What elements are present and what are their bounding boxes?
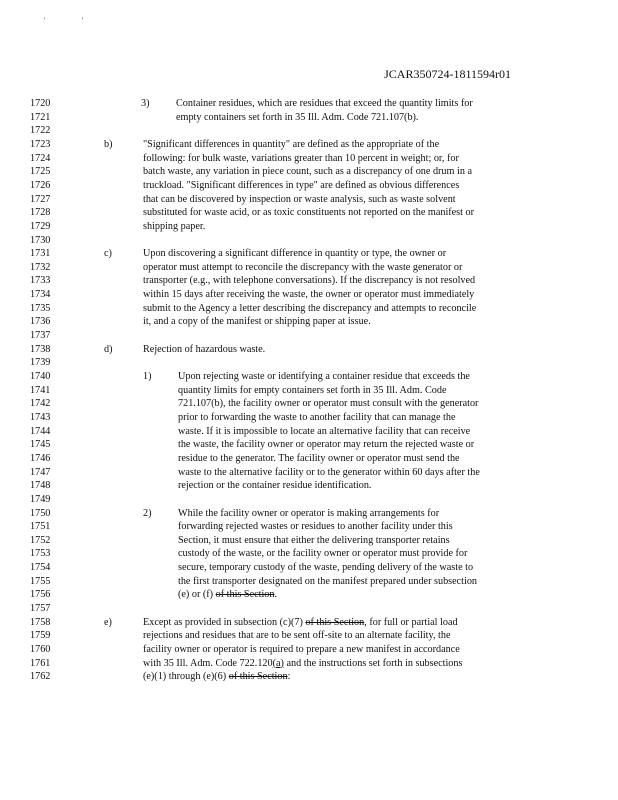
- line-number: 1723: [30, 138, 51, 150]
- text-segment: Container residues, which are residues that exceed the quantity limits for: [176, 98, 473, 109]
- line-text: [176, 111, 418, 125]
- text-line: [0, 247, 618, 261]
- line-text: [143, 138, 439, 152]
- text-segment: quantity limits for empty containers set forth in 35 Ill. Adm. Code: [178, 384, 447, 396]
- text-line: [0, 234, 618, 248]
- text-segment: submit to the Agency a letter describing the discrepancy and attempts to reconcile: [143, 302, 477, 314]
- line-number: 1755: [30, 575, 51, 587]
- line-number: 1728: [30, 207, 51, 219]
- text-line: [0, 616, 618, 630]
- text-line: [0, 397, 618, 411]
- line-number: 1759: [30, 630, 51, 642]
- line-number: 1749: [30, 493, 51, 505]
- text-line: [0, 138, 618, 152]
- line-text: [143, 165, 472, 179]
- text-segment: custody of the waste, or the facility owner or operator must provide for: [178, 548, 468, 560]
- text-line: [0, 356, 618, 370]
- text-line: [0, 479, 618, 493]
- line-text: [178, 588, 277, 602]
- line-number: 1743: [30, 411, 51, 423]
- text-segment: that can be discovered by inspection or waste analysis, such as waste solvent: [143, 193, 456, 205]
- line-number: 1724: [30, 152, 51, 164]
- text-segment: While the facility owner or operator is making arrangements for: [178, 507, 440, 519]
- text-segment: facility owner or operator is required to prepare a new manifest in accordance: [143, 644, 460, 655]
- text-segment: with 35 Ill. Adm. Code 722.120: [143, 657, 273, 669]
- line-number: 1744: [30, 425, 51, 437]
- text-line: [0, 411, 618, 425]
- line-number: 1756: [30, 589, 51, 601]
- text-segment: transporter (e.g., with telephone conversations). If the discrepancy is not resolved: [143, 275, 476, 287]
- line-number: 1740: [30, 371, 51, 382]
- text-segment: , for full or partial load: [364, 616, 458, 628]
- text-segment: truckload. "Significant differences in type" are defined as obvious differences: [143, 179, 460, 191]
- text-line: [0, 343, 618, 357]
- line-number: 1752: [30, 534, 51, 546]
- line-number: 1737: [30, 330, 51, 342]
- text-segment: the waste, the facility owner or operator may return the rejected waste or: [178, 439, 475, 451]
- line-text: [178, 370, 470, 384]
- line-text: [178, 575, 477, 589]
- line-number: 1754: [30, 562, 51, 574]
- line-number: 1733: [30, 275, 51, 287]
- line-text: [178, 425, 470, 439]
- line-number: 1720: [30, 98, 51, 109]
- text-line: [0, 152, 618, 166]
- line-text: [143, 220, 205, 234]
- line-text: [143, 247, 446, 261]
- line-text: [143, 152, 459, 166]
- text-line: [0, 220, 618, 234]
- line-number: 1745: [30, 439, 51, 451]
- text-segment: forwarding rejected wastes or residues to another facility under this: [178, 521, 453, 533]
- text-segment: batch waste, any variation in piece count, such as a discrepancy of one drum in a: [143, 166, 472, 178]
- line-number: 1757: [30, 603, 51, 615]
- text-line: [0, 97, 618, 111]
- text-segment: operator must attempt to reconcile the discrepancy with the waste generator or: [143, 261, 463, 273]
- line-number: 1753: [30, 548, 51, 560]
- text-line: [0, 111, 618, 125]
- line-number: 1741: [30, 384, 51, 396]
- inserted-text: (a): [272, 657, 284, 669]
- text-segment: following: for bulk waste, variations greater than 10 percent in weight; or, for: [143, 152, 459, 164]
- text-segment: 721.107(b), the facility owner or operator must consult with the generator: [178, 398, 479, 410]
- text-line: [0, 657, 618, 671]
- line-text: [143, 288, 474, 302]
- text-line: [0, 315, 618, 329]
- text-line: [0, 124, 618, 138]
- line-text: [143, 206, 474, 220]
- text-line: [0, 370, 618, 384]
- text-line: [0, 329, 618, 343]
- text-line: [0, 507, 618, 521]
- text-line: [0, 588, 618, 602]
- line-number: 1730: [30, 234, 51, 246]
- line-number: 1736: [30, 316, 51, 328]
- text-line: [0, 302, 618, 316]
- line-text: [143, 616, 458, 630]
- line-number: 1751: [30, 521, 51, 533]
- line-number: 1747: [30, 466, 51, 478]
- text-line: [0, 493, 618, 507]
- line-number: 1735: [30, 302, 51, 314]
- line-text: [143, 343, 265, 357]
- text-line: [0, 274, 618, 288]
- line-text: [178, 411, 456, 425]
- text-line: [0, 179, 618, 193]
- text-segment: residue to the generator. The facility owner or operator must send the: [178, 452, 460, 464]
- text-line: [0, 670, 618, 684]
- text-segment: within 15 days after receiving the waste, the owner or operator must immediately: [143, 289, 475, 301]
- line-number: 1738: [30, 343, 51, 355]
- line-number: 1748: [30, 480, 51, 492]
- text-segment: (e) or (f): [178, 589, 216, 601]
- scan-mark: ': [82, 16, 84, 25]
- text-line: [0, 643, 618, 657]
- line-text: [178, 397, 478, 411]
- line-text: [178, 561, 473, 575]
- line-text: [178, 466, 480, 480]
- text-line: [0, 602, 618, 616]
- subsection-label: 1): [143, 371, 152, 382]
- line-number: 1729: [30, 220, 51, 232]
- text-segment: Except as provided in subsection (c)(7): [143, 616, 306, 628]
- text-segment: the first transporter designated on the manifest prepared under subsection: [178, 575, 478, 587]
- line-text: [176, 97, 473, 111]
- text-line: [0, 288, 618, 302]
- subsection-label: e): [104, 616, 112, 628]
- line-number: 1761: [30, 657, 51, 669]
- text-segment: waste to the alternative facility or to the generator within 60 days after the: [178, 466, 480, 478]
- line-number: 1727: [30, 193, 51, 205]
- line-number: 1762: [30, 671, 51, 683]
- line-number: 1732: [30, 261, 51, 273]
- deleted-text: of this Section: [305, 616, 365, 628]
- text-segment: rejections and residues that are to be sent off-site to an alternate facility, the: [143, 630, 451, 642]
- line-text: [178, 507, 439, 521]
- line-number: 1739: [30, 357, 51, 369]
- line-number: 1750: [30, 507, 51, 519]
- subsection-label: c): [104, 248, 112, 260]
- scan-marks: [44, 16, 118, 25]
- line-text: [143, 274, 475, 288]
- text-line: [0, 561, 618, 575]
- line-number: 1742: [30, 398, 51, 410]
- line-number: 1721: [30, 111, 51, 123]
- line-text: [178, 384, 447, 398]
- text-segment: Upon rejecting waste or identifying a container residue that exceeds the: [178, 371, 470, 382]
- line-text: [178, 452, 460, 466]
- line-number: 1734: [30, 289, 51, 301]
- text-line: [0, 520, 618, 534]
- text-segment: shipping paper.: [143, 220, 206, 232]
- text-segment: empty containers set forth in 35 Ill. Adm. Code 721.107(b).: [176, 111, 419, 123]
- subsection-label: d): [104, 343, 113, 355]
- line-text: [143, 261, 462, 275]
- subsection-label: 2): [143, 507, 152, 519]
- text-segment: Rejection of hazardous waste.: [143, 343, 266, 355]
- scan-mark: ': [44, 16, 46, 25]
- line-text: [143, 193, 456, 207]
- line-text: [143, 179, 459, 193]
- deleted-text: of this Section: [215, 589, 275, 601]
- line-text: [143, 302, 476, 316]
- line-text: [143, 657, 462, 671]
- text-segment: it, and a copy of the manifest or shipping paper at issue.: [143, 316, 371, 328]
- line-text: [143, 315, 371, 329]
- text-line: [0, 629, 618, 643]
- document-id: JCAR350724-1811594r01: [384, 67, 511, 81]
- line-number: 1760: [30, 644, 51, 655]
- text-line: [0, 261, 618, 275]
- text-segment: :: [287, 671, 291, 683]
- text-segment: "Significant differences in quantity" are defined as the appropriate of the: [143, 138, 440, 150]
- text-segment: substituted for waste acid, or as toxic constituents not reported on the manifest or: [143, 207, 475, 219]
- line-text: [178, 438, 474, 452]
- line-number: 1726: [30, 179, 51, 191]
- text-segment: prior to forwarding the waste to another facility that can manage the: [178, 411, 456, 423]
- text-line: [0, 438, 618, 452]
- text-line: [0, 206, 618, 220]
- line-text: [178, 547, 467, 561]
- text-segment: waste. If it is impossible to locate an alternative facility that can receive: [178, 425, 471, 437]
- text-segment: secure, temporary custody of the waste, pending delivery of the waste to: [178, 562, 474, 574]
- line-text: [143, 670, 290, 684]
- line-text: [178, 479, 371, 493]
- text-line: [0, 534, 618, 548]
- text-line: [0, 547, 618, 561]
- line-text: [178, 520, 453, 534]
- text-line: [0, 384, 618, 398]
- deleted-text: of this Section: [228, 671, 288, 683]
- text-segment: Section, it must ensure that either the delivering transporter retains: [178, 534, 450, 546]
- line-number: 1731: [30, 248, 51, 260]
- line-number: 1725: [30, 166, 51, 178]
- text-segment: Upon discovering a significant difference in quantity or type, the owner or: [143, 248, 447, 260]
- subsection-label: b): [104, 138, 113, 150]
- text-segment: .: [274, 589, 278, 601]
- text-line: [0, 425, 618, 439]
- line-text: [178, 534, 450, 548]
- line-number: 1746: [30, 452, 51, 464]
- text-line: [0, 452, 618, 466]
- text-line: [0, 466, 618, 480]
- text-segment: (e)(1) through (e)(6): [143, 671, 229, 683]
- text-line: [0, 575, 618, 589]
- line-number: 1722: [30, 125, 51, 137]
- subsection-label: 3): [141, 98, 150, 109]
- line-text: [143, 643, 460, 657]
- text-segment: rejection or the container residue identification.: [178, 480, 372, 492]
- text-segment: and the instructions set forth in subsections: [283, 657, 463, 669]
- text-line: [0, 165, 618, 179]
- line-number: 1758: [30, 616, 51, 628]
- line-text: [143, 629, 450, 643]
- text-line: [0, 193, 618, 207]
